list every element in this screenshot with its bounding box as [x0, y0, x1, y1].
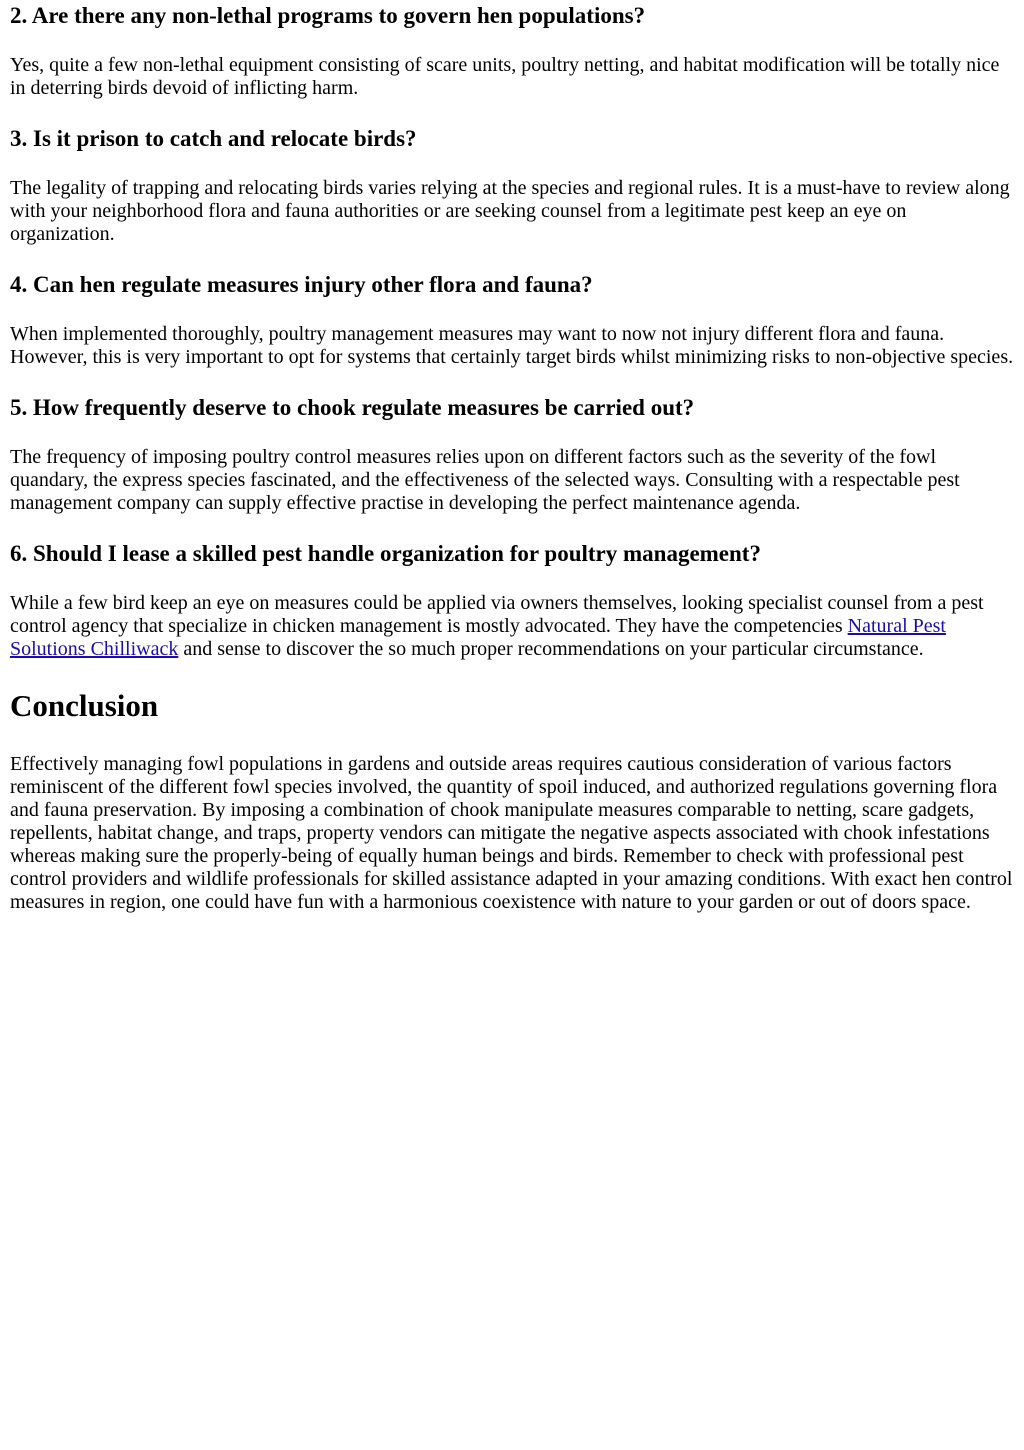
natural-pest-solutions-link[interactable]: Natural Pest Solutions Chilliwack	[10, 615, 946, 660]
conclusion-text: Effectively managing fowl populations in gardens and outside areas requires cautious consideration of various factors reminiscent of the different fowl species involved, the quantity of spoil induced, and authorized regulations governing flora and fauna preservation. By imposing a combination of chook manipulate measures comparable to netting, scare gadgets, repellents, habitat change, and traps, property vendors can mitigate the negative aspects associated with chook infestations whereas making sure the properly-being of equally human beings and birds. Remember to check with professional pest control providers and wildlife professionals for skilled assistance adapted in your amazing conditions. With exact hen control measures in region, one could have fun with a harmonious coexistence with nature to your garden or out of doors space.	[10, 753, 1013, 913]
faq-answer-3: The legality of trapping and relocating birds varies relying at the species and regional rules. It is a must-have to review along with your neighborhood flora and fauna authorities or are seeking counsel from a legitimate pest keep an eye on organization.	[10, 177, 1010, 245]
faq-question-3: 3. Is it prison to catch and relocate birds?	[10, 126, 417, 151]
faq-answer-6	[10, 592, 1014, 661]
article-body	[0, 2, 1024, 914]
faq-answer-6-text-after: and sense to discover the so much proper recommendations on your particular circumstance.	[178, 638, 924, 660]
conclusion-title: Conclusion	[10, 688, 159, 723]
faq-question-5: 5. How frequently deserve to chook regulate measures be carried out?	[10, 395, 695, 420]
faq-answer-6-text-before: While a few bird keep an eye on measures could be applied via owners themselves, looking specialist counsel from a pest control agency that specialize in chicken management is mostly advocated. They have the competencies	[10, 592, 984, 637]
faq-answer-4: When implemented thoroughly, poultry management measures may want to now not injury different flora and fauna. However, this is very important to opt for systems that certainly target birds whilst minimizing risks to non-objective species.	[10, 323, 1014, 368]
faq-question-6: 6. Should I lease a skilled pest handle organization for poultry management?	[10, 541, 761, 566]
faq-answer-5: The frequency of imposing poultry control measures relies upon on different factors such as the severity of the fowl quandary, the express species fascinated, and the effectiveness of the selected ways. Consulting with a respectable pest management company can supply effective practise in developing the perfect maintenance agenda.	[10, 446, 960, 514]
faq-question-2: 2. Are there any non-lethal programs to govern hen populations?	[10, 3, 646, 28]
faq-answer-2: Yes, quite a few non-lethal equipment consisting of scare units, poultry netting, and habitat modification will be totally nice in deterring birds devoid of inflicting harm.	[10, 54, 1000, 99]
faq-question-4: 4. Can hen regulate measures injury other flora and fauna?	[10, 272, 593, 297]
